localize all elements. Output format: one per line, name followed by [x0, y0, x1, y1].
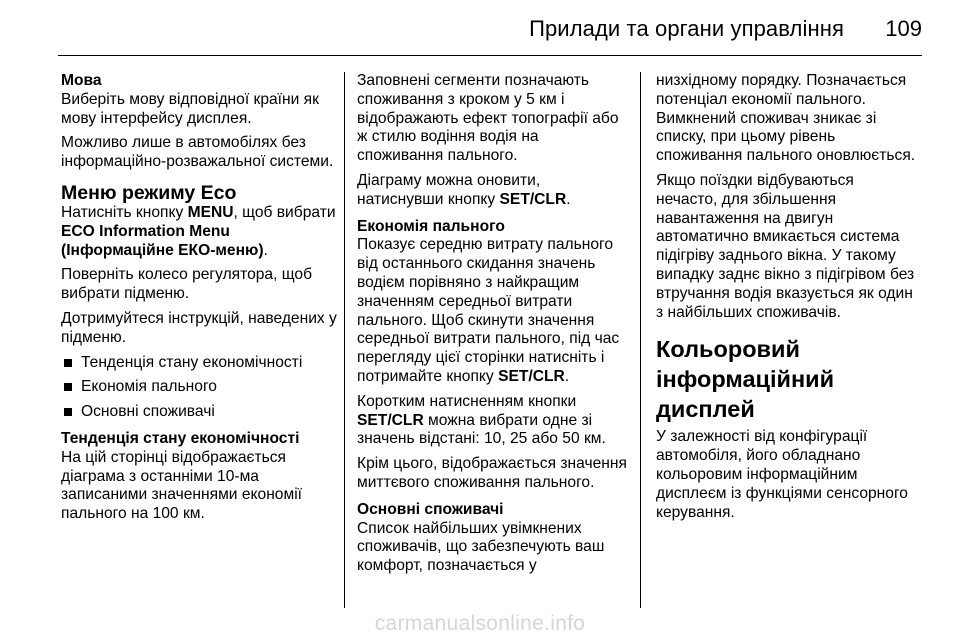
paragraph: [357, 236, 627, 386]
paragraph: На цій сторінці відображається діаграма з останніми 10-ма записаними значеннями економії пального на 100 км.: [61, 448, 302, 523]
column-3: [656, 72, 916, 528]
bullet-item: [61, 378, 337, 397]
heading-eco-menu: Меню режиму Eco: [61, 181, 237, 204]
heading-color-info-display: Кольоровий інформаційний дисплей: [656, 336, 835, 423]
column-divider-2: [640, 72, 641, 608]
bullet-text: Економія пального: [81, 378, 217, 396]
column-divider-1: [344, 72, 345, 608]
watermark: carmanualsonline.info: [374, 612, 586, 635]
paragraph: Можливо лише в автомобілях без інформаційно-розважальної системи.: [61, 134, 334, 171]
heading-fuel-economy: Економія пального: [357, 217, 505, 235]
column-2: [357, 72, 627, 582]
paragraph: [357, 172, 627, 210]
text-run: можна вибрати одне зі значень відстані: 10, 25 або 50 км.: [357, 411, 606, 448]
page-number: 109: [885, 16, 922, 41]
page-title: Прилади та органи управління: [529, 16, 844, 41]
paragraph: [357, 393, 627, 449]
bullet-item: [61, 354, 337, 373]
paragraph: Якщо поїздки відбуваються нечасто, для збільшення навантаження на двигун автоматично вмикається система підігріву заднього вікна. У такому випадку заднє вікно з підігрівом без втручання водія вказується як один з найбільших споживачів.: [656, 171, 915, 321]
text-run: Показує середню витрату пального від останнього скидання значень водієм порівняно з найкращим значенням середньої витрати пального. Щоб скинути значення середньої витрати пального, під час перегляду цієї сторінки натисніть і потримайте кнопку: [357, 236, 620, 385]
heading-language: Мова: [61, 72, 102, 89]
heading-trend: Тенденція стану економічності: [61, 429, 300, 447]
text-run: .: [566, 190, 571, 208]
paragraph: Крім цього, відображається значення миттєвого споживання пального.: [357, 455, 627, 491]
bullet-item: [61, 403, 337, 422]
text-run: , щоб вибрати: [233, 203, 336, 221]
button-name-menu: MENU: [187, 203, 234, 221]
bullet-square-icon: [64, 383, 72, 391]
text-run: .: [564, 367, 570, 385]
paragraph: У залежності від конфігурації автомобіля, його обладнано кольоровим інформаційним дисплеєм із функціями сенсорного керування.: [656, 428, 908, 521]
paragraph: Виберіть мову відповідної країни як мову інтерфейсу дисплея.: [61, 90, 319, 127]
paragraph: низхідному порядку. Позначається потенціал економії пального. Вимкнений споживач зникає зі списку, при цьому рівень споживання пального оновлюється.: [656, 72, 916, 165]
text-run: Діаграму можна оновити, натиснувши кнопку: [357, 171, 541, 208]
column-1: [61, 72, 337, 530]
menu-name-eco: ECO Information Menu (Інформаційне ЕКО-меню): [61, 222, 264, 259]
text-run: .: [263, 241, 268, 259]
paragraph: Поверніть колесо регулятора, щоб вибрати підменю.: [61, 266, 313, 303]
heading-main-consumers: Основні споживачі: [357, 500, 504, 518]
button-name-setclr: SET/CLR: [498, 367, 565, 385]
bullet-square-icon: [64, 359, 72, 367]
bullet-text: Тенденція стану економічності: [81, 353, 303, 371]
paragraph: Заповнені сегменти позначають споживання з кроком у 5 км і відображають ефект топографії або ж стилю водіння водія на споживання пального.: [357, 72, 619, 165]
text-run: Натисніть кнопку: [61, 203, 188, 221]
paragraph: Список найбільших увімкнених споживачів, що забезпечують ваш комфорт, позначається у: [357, 519, 605, 575]
paragraph: [61, 204, 337, 260]
paragraph: Дотримуйтеся інструкцій, наведених у підменю.: [61, 309, 337, 346]
bullet-text: Основні споживачі: [81, 403, 215, 421]
button-name-setclr: SET/CLR: [499, 190, 567, 208]
bullet-square-icon: [64, 408, 72, 416]
text-run: Коротким натисненням кнопки: [357, 392, 577, 410]
page-header: [0, 0, 960, 48]
button-name-setclr: SET/CLR: [357, 411, 424, 429]
header-rule: [58, 55, 922, 56]
